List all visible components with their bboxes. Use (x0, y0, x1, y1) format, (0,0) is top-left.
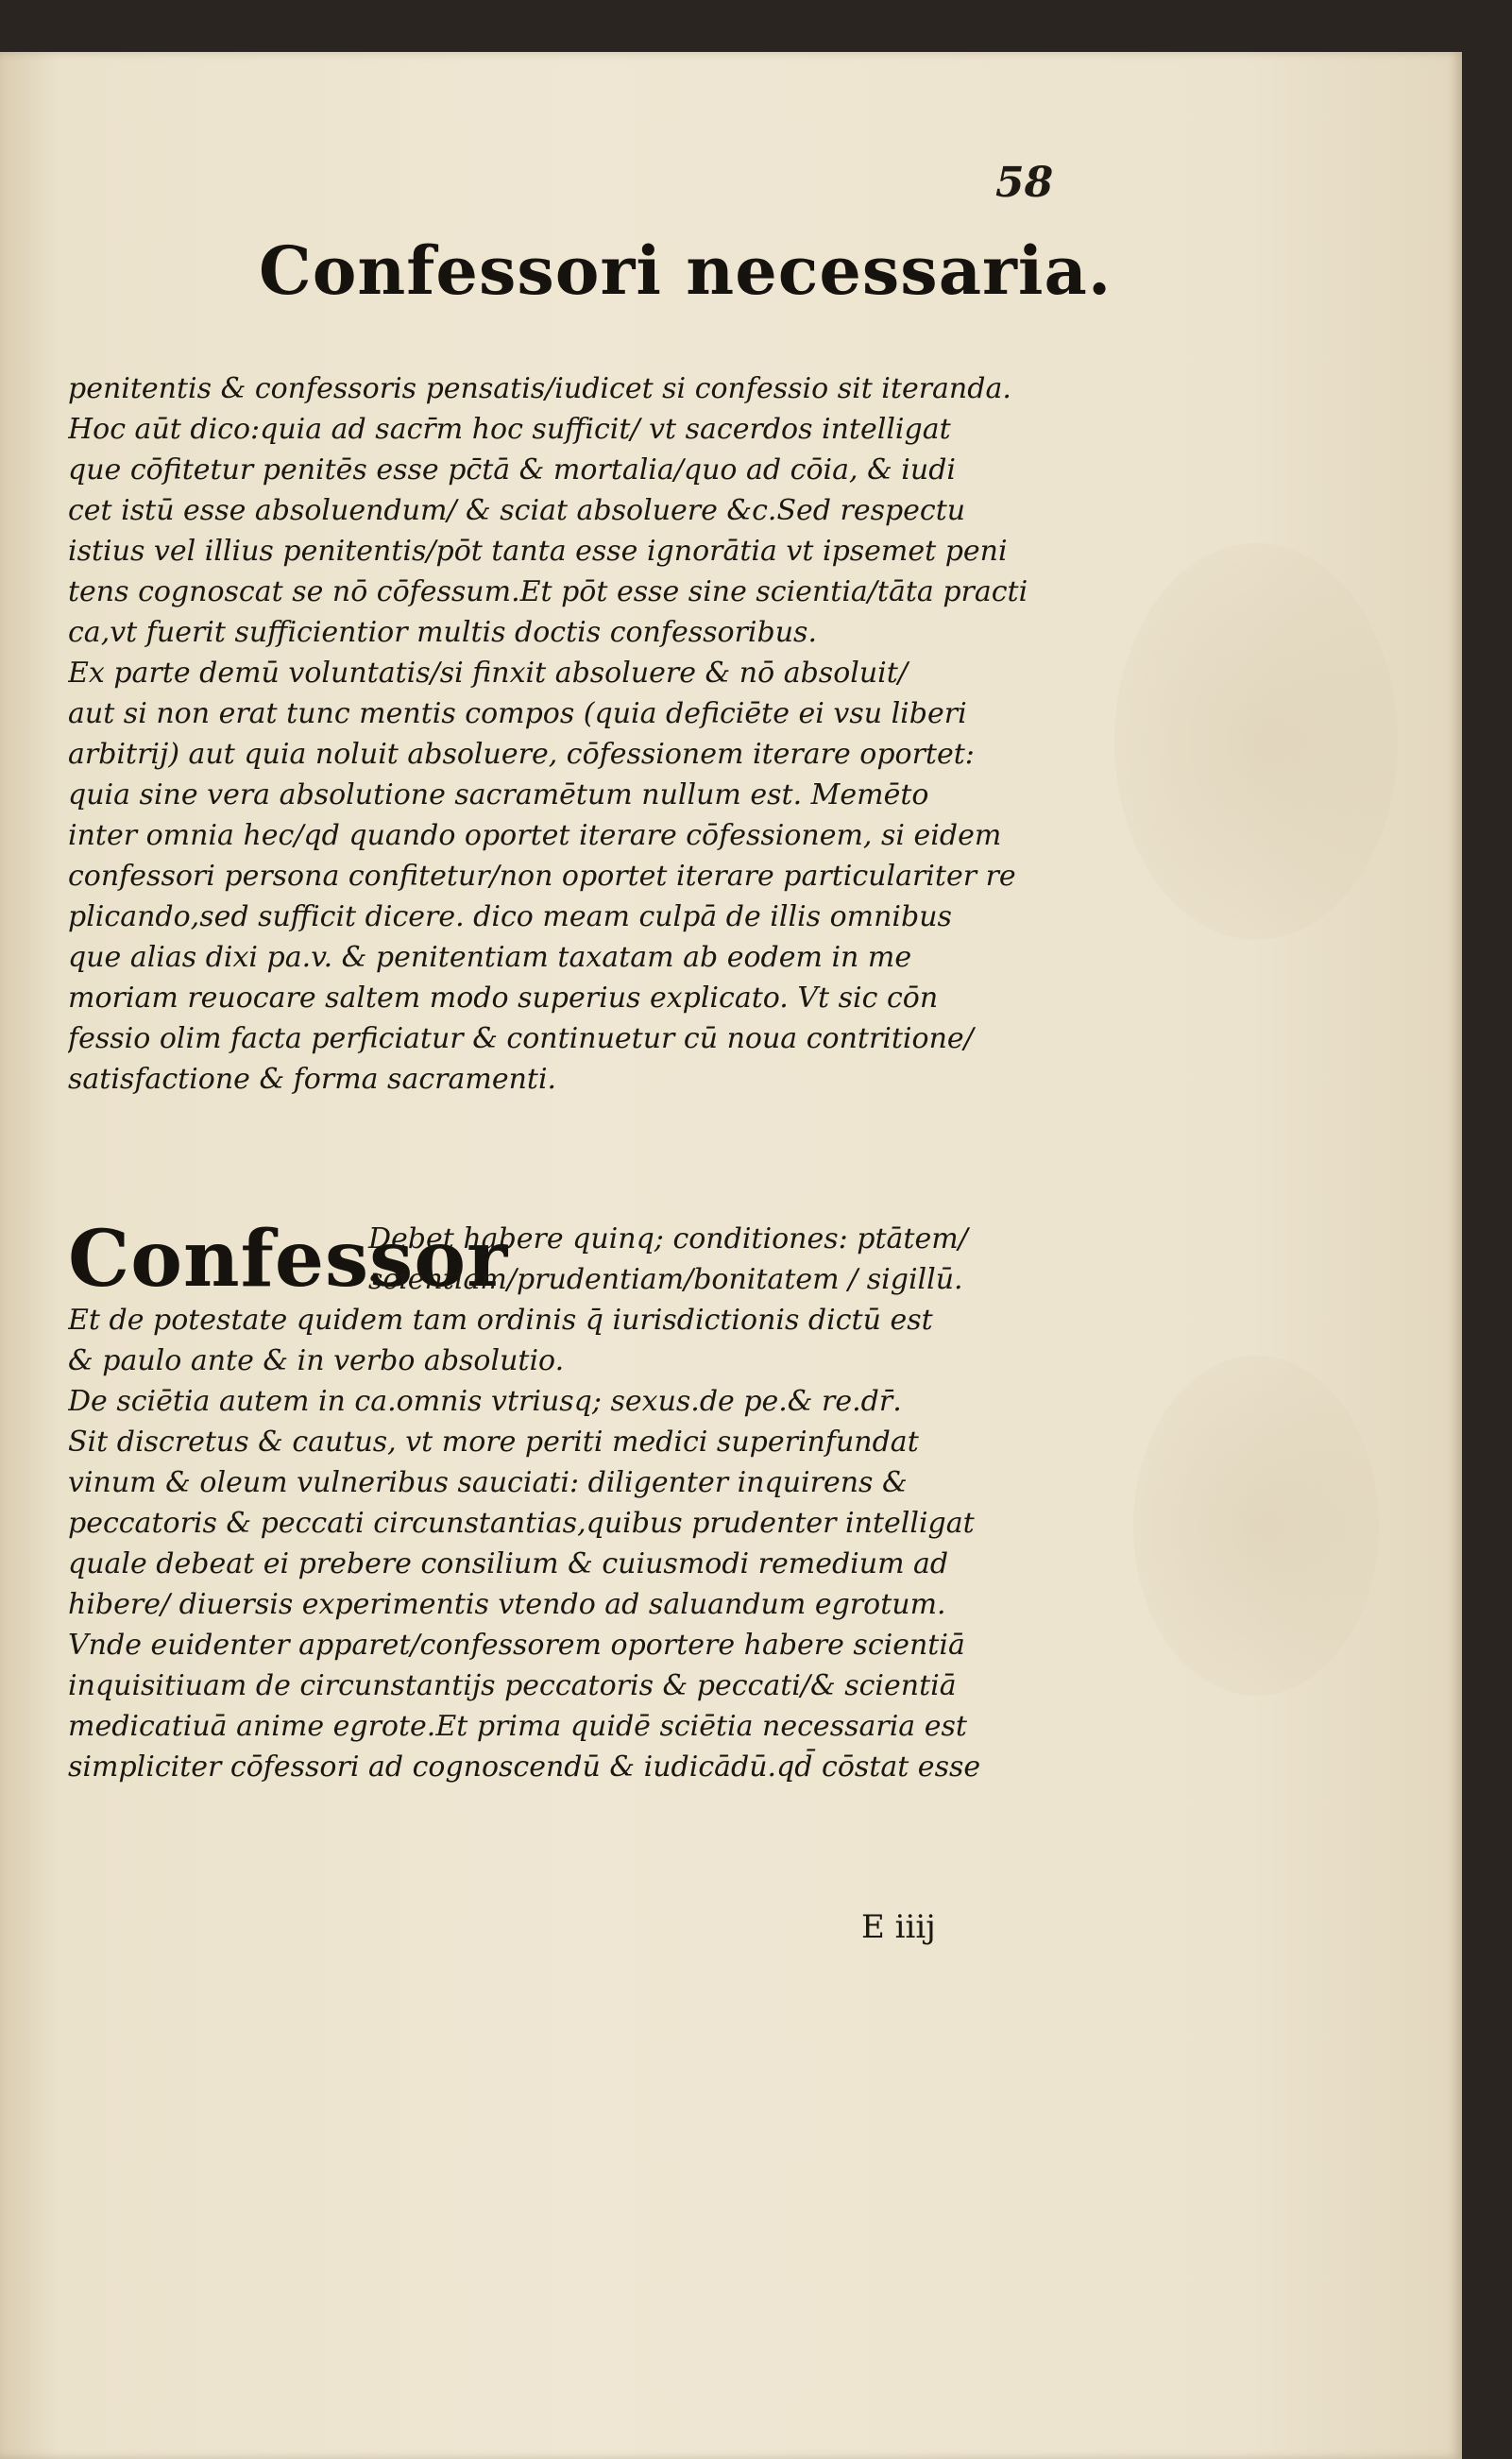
text-line: cet istū esse absoluendum/ & sciat absoluere &c.Sed respectu (68, 494, 966, 527)
text-line: istius vel illius penitentis/pōt tanta esse ignorātia vt ipsemet peni (68, 535, 1008, 568)
text-line: aut si non erat tunc mentis compos (quia deficiēte ei vsu liberi (68, 697, 967, 730)
text-line: inquisitiuam de circunstantijs peccatoris & peccati/& scientiā (68, 1669, 957, 1702)
text-line: Debet habere quinq; conditiones: ptātem/ (368, 1222, 968, 1255)
text-line: De sciētia autem in ca.omnis vtriusq; sexus.de pe.& re.dr̄. (68, 1385, 902, 1418)
text-line: vinum & oleum vulneribus sauciati: diligenter inquirens & (68, 1466, 908, 1499)
text-line: tens cognoscat se nō cōfessum.Et pōt esse sine scientia/tāta practi (68, 575, 1028, 608)
text-line: moriam reuocare saltem modo superius explicato. Vt sic cōn (68, 982, 939, 1015)
text-line: inter omnia hec/qd quando oportet iterare cōfessionem, si eidem (68, 819, 1002, 852)
text-line: simpliciter cōfessori ad cognoscendū & iudicādū.qd̄ cōstat esse (68, 1750, 981, 1784)
text-line: que alias dixi pa.v. & penitentiam taxatam ab eodem in me (68, 941, 912, 974)
paper-stain (1133, 1356, 1379, 1696)
signature-mark: E iiij (861, 1908, 936, 1946)
text-line: Hoc aūt dico:quia ad sacr̄m hoc sufficit/ vt sacerdos intelligat (68, 413, 951, 446)
text-line: plicando,sed sufficit dicere. dico meam culpā de illis omnibus (68, 900, 952, 933)
text-line: scientiam/prudentiam/bonitatem / sigillū. (368, 1263, 963, 1296)
text-line: Sit discretus & cautus, vt more periti medici superinfundat (68, 1426, 919, 1459)
text-line: fessio olim facta perficiatur & continuetur cū noua contritione/ (68, 1022, 974, 1055)
confessor-section-block (68, 1219, 1031, 1787)
folio-number: 58 (995, 159, 1054, 207)
text-line: penitentis & confessoris pensatis/iudicet si confessio sit iteranda. (68, 372, 1011, 405)
text-line: Ex parte demū voluntatis/si finxit absoluere & nō absoluit/ (68, 657, 908, 690)
text-line: & paulo ante & in verbo absolutio. (68, 1344, 565, 1377)
text-line: ca,vt fuerit sufficientior multis doctis confessoribus. (68, 616, 817, 649)
text-line: satisfactione & forma sacramenti. (68, 1063, 557, 1096)
text-line: medicatiuā anime egrote.Et prima quidē sciētia necessaria est (68, 1710, 967, 1743)
text-line: Et de potestate quidem tam ordinis q̄ iurisdictionis dictū est (68, 1304, 933, 1337)
paragraph-1-block (68, 368, 1031, 1100)
text-line: quia sine vera absolutione sacramētum nullum est. Memēto (68, 778, 929, 811)
running-heading: Confessori necessaria. (259, 231, 1113, 310)
text-line: confessori persona confitetur/non oportet iterare particulariter re (68, 860, 1016, 893)
text-line: peccatoris & peccati circunstantias,quibus prudenter intelligat (68, 1507, 975, 1540)
confessor-display-word: Confessor (68, 1214, 509, 1305)
text-line: hibere/ diuersis experimentis vtendo ad saluandum egrotum. (68, 1588, 946, 1621)
text-line: Vnde euidenter apparet/confessorem oportere habere scientiā (68, 1629, 965, 1662)
text-line: que cōfitetur penitēs esse pc̄tā & mortalia/quo ad cōia, & iudi (68, 453, 957, 487)
text-line: arbitrij) aut quia noluit absoluere, cōfessionem iterare oportet: (68, 738, 975, 771)
text-line: quale debeat ei prebere consilium & cuiusmodi remedium ad (68, 1547, 949, 1580)
paper-stain (1114, 543, 1398, 940)
